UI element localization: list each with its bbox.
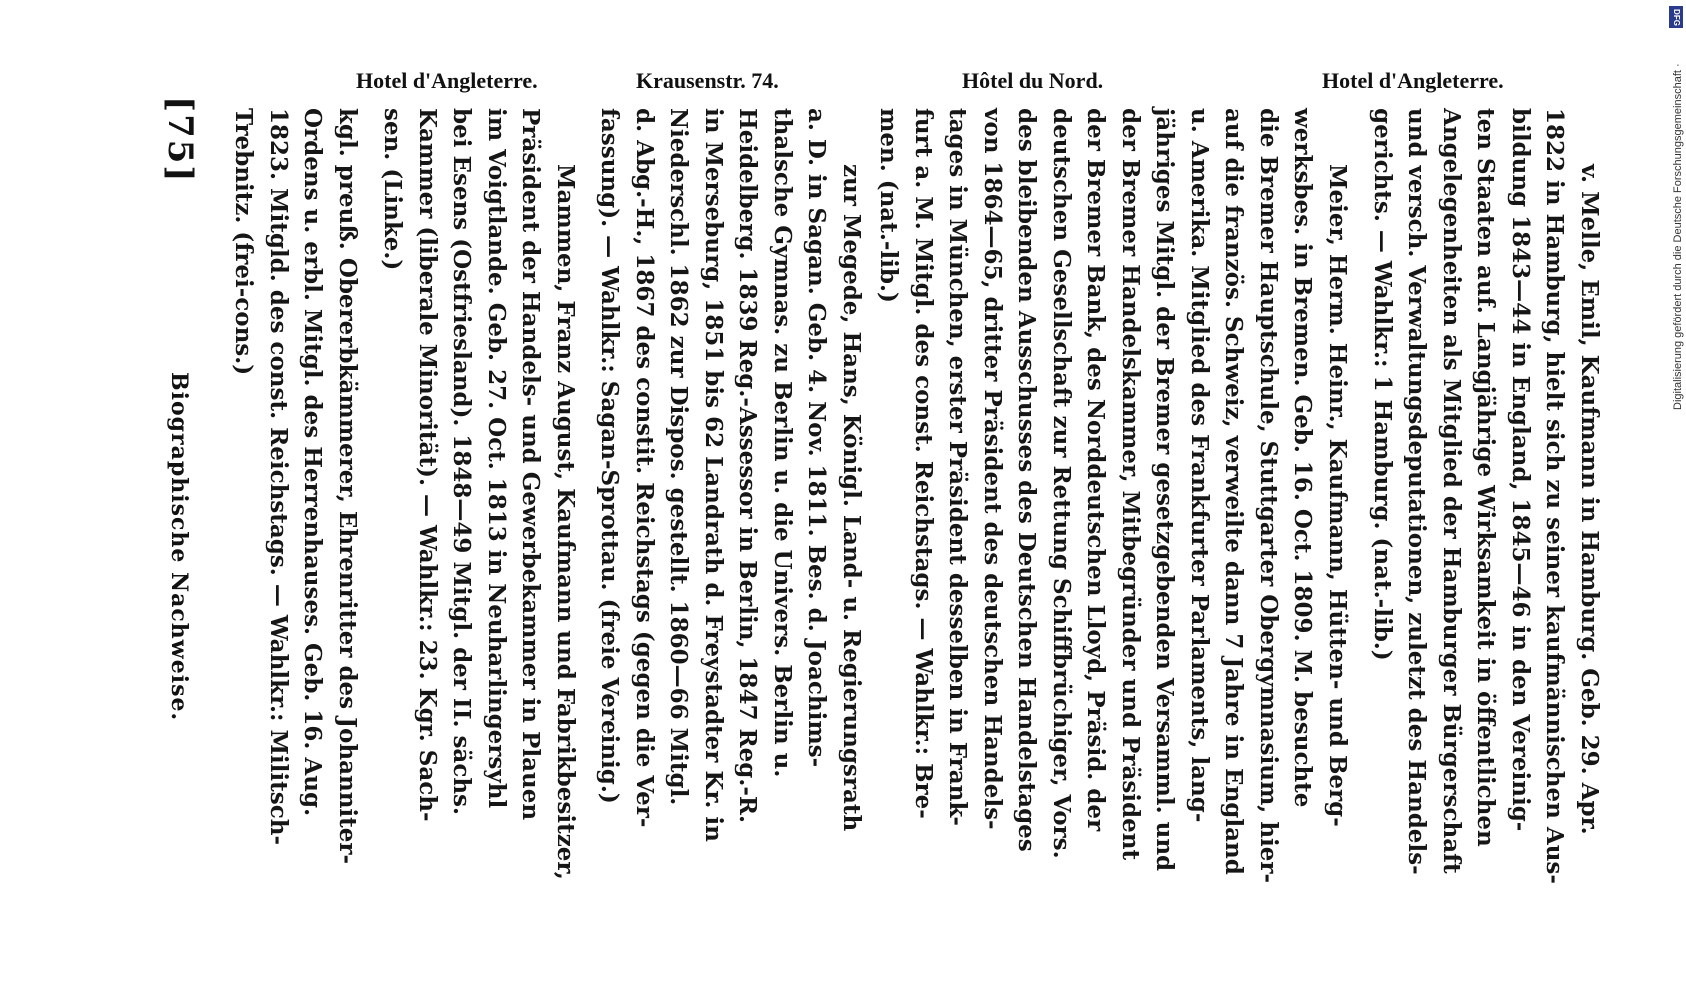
- text-line: in Merseburg, 1851 bis 62 Landrath d. Freystadter Kr. in: [700, 108, 727, 842]
- text-line: bildung 1843—44 in England, 1845—46 in den Vereinig-: [1507, 108, 1534, 832]
- text-line: bei Esens (Ostfriesland). 1848—49 Mitgl. der II. sächs.: [448, 108, 476, 816]
- text-line: der Bremer Bank, des Norddeutschen Lloyd, Präsid. der: [1082, 108, 1110, 832]
- text-line: gerichts. — Wahlkr.: 1 Hamburg. (nat.-lib.): [1369, 108, 1396, 661]
- text-line: der Bremer Handelskammer, Mitbegründer und Präsident: [1117, 108, 1144, 861]
- text-line: deutschen Gesellschaft zur Rettung Schiffbrüchiger, Vors.: [1048, 108, 1075, 859]
- digitization-credit: Digitalisierung gefördert durch die Deutsche Forschungsgemeinschaft ·: [1672, 63, 1684, 410]
- text-line: Trebnitz. (frei-cons.): [230, 108, 258, 376]
- text-line: auf die französ. Schweiz, verweilte dann 7 Jahre in England: [1220, 108, 1248, 875]
- text-line: 1823. Mitgld. des const. Reichstags. — Wahlkr.: Militsch-: [265, 108, 292, 845]
- running-header-4: Hotel d'Angleterre.: [1322, 68, 1504, 93]
- text-line: Angelegenheiten als Mitglied der Hamburger Bürgerschaft: [1438, 108, 1465, 874]
- text-line: v. Melle, Emil, Kaufmann in Hamburg. Geb. 29. Apr.: [1576, 164, 1603, 835]
- text-line: sen. (Linke.): [379, 108, 407, 271]
- page-number: [75]: [160, 96, 200, 184]
- text-line: thalsche Gymnas. zu Berlin u. die Univers. Berlin u.: [769, 108, 796, 778]
- running-header-2: Krausenstr. 74.: [636, 68, 779, 93]
- text-line: Präsident der Handels- und Gewerbekammer in Plauen: [517, 108, 545, 821]
- text-line: zur Megede, Hans, Königl. Land- u. Regierungsrath: [838, 164, 865, 832]
- text-line: tages in München, erster Präsident desselben in Frank-: [944, 108, 972, 826]
- text-line: fassung). — Wahlkr.: Sagan-Sprottau. (freie Vereinig.): [596, 108, 624, 804]
- text-line: Ordens u. erbl. Mitgl. des Herrenhauses. Geb. 16. Aug.: [299, 108, 327, 817]
- dfg-logo-text: DFG: [1671, 8, 1681, 26]
- text-line: Mammen, Franz August, Kaufmann und Fabrikbesitzer,: [552, 164, 579, 880]
- text-line: d. Abg.-H., 1867 des constit. Reichstags (gegen die Ver-: [631, 108, 658, 828]
- text-line: Kammer (liberale Minorität). — Wahlkr.: 23. Kgr. Sach-: [414, 108, 441, 822]
- entry-v-melle: [1365, 108, 1607, 928]
- text-line: u. Amerika. Mitglied des Frankfurter Parlaments, lang-: [1186, 108, 1213, 823]
- dfg-logo: [1669, 6, 1683, 28]
- text-line: des bleibenden Ausschusses des Deutschen Handelstages: [1013, 108, 1041, 852]
- text-line: Meier, Herm. Heinr., Kaufmann, Hütten- und Berg-: [1324, 164, 1351, 827]
- text-line: die Bremer Hauptschule, Stuttgarter Obergymnasium, hier-: [1255, 108, 1282, 884]
- text-line: werksbes. in Bremen. Geb. 16. Oct. 1809. M. besuchte: [1289, 108, 1317, 808]
- text-line: im Voigtlande. Geb. 27. Oct. 1813 in Neuharlingersyhl: [483, 108, 510, 809]
- text-line: 1822 in Hamburg, hielt sich zu seiner kaufmännischen Aus-: [1541, 108, 1569, 884]
- text-line: jähriges Mitgl. der Bremer gesetzgebenden Versamml. und: [1151, 108, 1179, 872]
- running-header-1: Hotel d'Angleterre.: [356, 68, 538, 93]
- text-line: a. D. in Sagan. Geb. 4. Nov. 1811. Bes. d. Joachims-: [803, 108, 831, 768]
- section-title: Biographische Nachweise.: [166, 372, 192, 722]
- text-line: und versch. Verwaltungsdeputationen, zuletzt des Handels-: [1403, 108, 1431, 875]
- entry-continuation: [226, 108, 364, 928]
- text-line: Niederschl. 1862 zur Dispos. gestellt. 1860—66 Mitgl.: [665, 108, 693, 806]
- entry-meier: [871, 108, 1354, 928]
- text-line: von 1864—65, dritter Präsident des deutschen Handels-: [979, 108, 1006, 830]
- text-line: ten Staaten auf. Langjährige Wirksamkeit in öffentlichen: [1472, 108, 1500, 847]
- entry-mammen: [375, 108, 582, 928]
- running-header-3: Hôtel du Nord.: [962, 68, 1104, 93]
- entry-zur-megede: [592, 108, 868, 928]
- text-line: men. (nat.-lib.): [875, 108, 903, 303]
- text-line: furt a. M. Mitgl. des const. Reichstags. — Wahlkr.: Bre-: [910, 108, 937, 819]
- text-line: kgl. preuß. Obererbkämmerer, Ehrenritter des Johanniter-: [334, 108, 361, 865]
- text-line: Heidelberg. 1839 Reg.-Assessor in Berlin, 1847 Reg.-R.: [734, 108, 762, 824]
